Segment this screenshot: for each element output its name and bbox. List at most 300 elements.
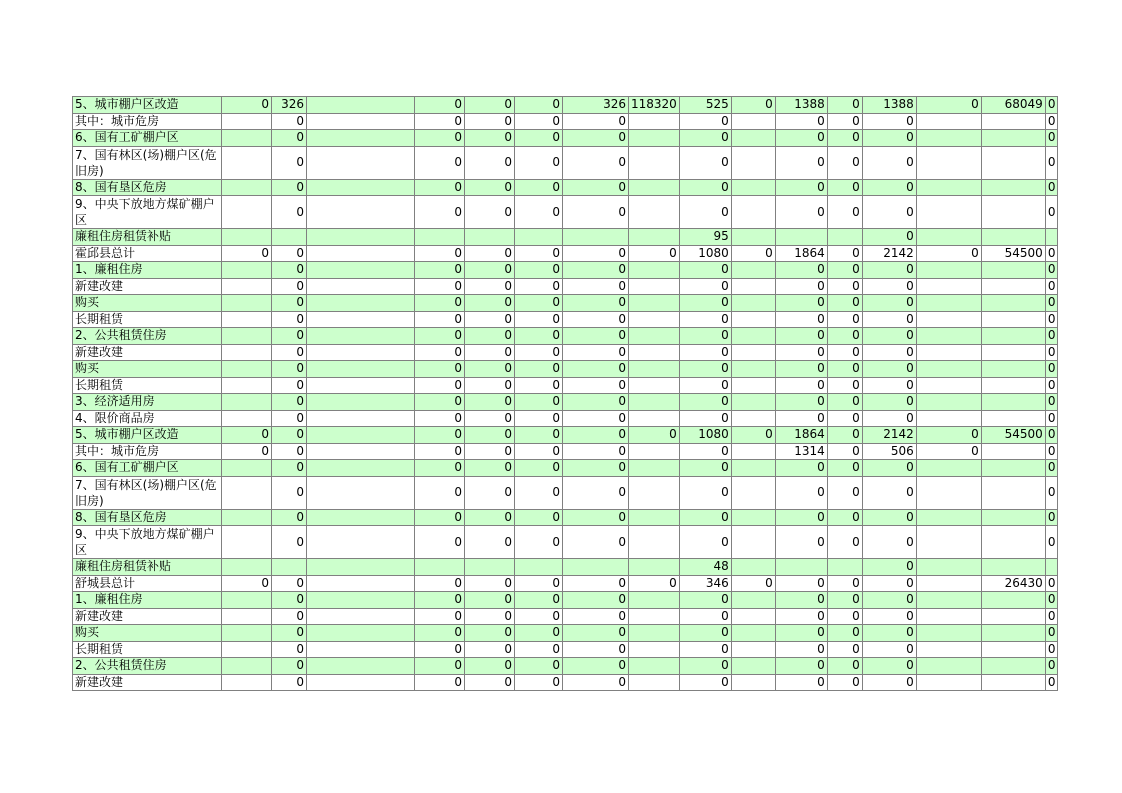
table-cell: 0: [563, 674, 629, 691]
table-cell: [1058, 526, 1063, 559]
table-cell: [981, 229, 1045, 246]
table-cell: [563, 559, 629, 576]
table-cell: 0: [731, 427, 775, 444]
table-cell: [629, 559, 680, 576]
table-row: [73, 179, 1063, 196]
table-cell: [981, 658, 1045, 675]
table-cell: 0: [775, 625, 827, 642]
table-cell: 0: [827, 361, 862, 378]
table-cell: [827, 229, 862, 246]
row-label: 6、国有工矿棚户区: [73, 130, 222, 147]
table-cell: [307, 625, 415, 642]
table-cell: 1864: [775, 245, 827, 262]
table-cell: [731, 361, 775, 378]
table-cell: [981, 344, 1045, 361]
table-cell: 0: [1045, 196, 1058, 229]
table-cell: [981, 410, 1045, 427]
table-cell: 0: [679, 658, 731, 675]
table-cell: [307, 394, 415, 411]
table-cell: 0: [563, 295, 629, 312]
table-cell: [916, 608, 981, 625]
row-label: 5、城市棚户区改造: [73, 97, 222, 114]
table-cell: [629, 608, 680, 625]
table-cell: 0: [827, 377, 862, 394]
table-cell: 0: [1045, 625, 1058, 642]
table-cell: 0: [827, 608, 862, 625]
table-row: [73, 476, 1063, 509]
table-cell: 0: [563, 443, 629, 460]
table-cell: [731, 608, 775, 625]
table-cell: 1314: [775, 443, 827, 460]
table-cell: 0: [1045, 328, 1058, 345]
table-cell: 0: [827, 476, 862, 509]
table-cell: 0: [563, 377, 629, 394]
table-row: [73, 328, 1063, 345]
row-label: 舒城县总计: [73, 575, 222, 592]
table-cell: 0: [1045, 344, 1058, 361]
table-cell: 0: [563, 130, 629, 147]
table-cell: 0: [272, 526, 307, 559]
table-cell: [307, 443, 415, 460]
table-cell: [222, 410, 272, 427]
row-label: 9、中央下放地方煤矿棚户区: [73, 196, 222, 229]
table-cell: 0: [222, 427, 272, 444]
table-cell: 0: [1045, 592, 1058, 609]
table-cell: [629, 146, 680, 179]
table-cell: 0: [827, 262, 862, 279]
table-cell: 0: [415, 311, 465, 328]
table-cell: [731, 278, 775, 295]
table-cell: 0: [415, 509, 465, 526]
row-label: 9、中央下放地方煤矿棚户区: [73, 526, 222, 559]
table-cell: [775, 559, 827, 576]
table-cell: 0: [563, 427, 629, 444]
table-cell: 0: [827, 443, 862, 460]
table-cell: [629, 674, 680, 691]
table-cell: 0: [1045, 295, 1058, 312]
table-cell: [307, 146, 415, 179]
table-cell: 0: [679, 608, 731, 625]
table-cell: [1058, 130, 1063, 147]
table-cell: [222, 509, 272, 526]
table-cell: 0: [775, 575, 827, 592]
table-cell: 0: [827, 146, 862, 179]
row-label: 购买: [73, 361, 222, 378]
table-cell: 0: [415, 179, 465, 196]
table-cell: 0: [465, 641, 515, 658]
table-cell: 0: [515, 674, 563, 691]
table-cell: 0: [827, 658, 862, 675]
table-cell: [465, 229, 515, 246]
table-cell: 0: [515, 245, 563, 262]
table-cell: 0: [563, 113, 629, 130]
table-cell: [222, 674, 272, 691]
table-cell: 0: [862, 509, 916, 526]
table-cell: 0: [415, 476, 465, 509]
table-row: [73, 526, 1063, 559]
table-cell: 0: [775, 509, 827, 526]
table-cell: [629, 394, 680, 411]
table-cell: 0: [1045, 361, 1058, 378]
table-cell: 0: [272, 394, 307, 411]
table-cell: 0: [415, 658, 465, 675]
table-cell: 0: [1045, 641, 1058, 658]
table-cell: [916, 229, 981, 246]
table-cell: 0: [679, 344, 731, 361]
table-cell: 0: [465, 625, 515, 642]
table-cell: 0: [827, 674, 862, 691]
table-cell: [222, 476, 272, 509]
table-cell: [1058, 641, 1063, 658]
table-cell: [981, 394, 1045, 411]
table-cell: 54500: [981, 245, 1045, 262]
row-label: 新建改建: [73, 674, 222, 691]
table-cell: 0: [679, 476, 731, 509]
table-cell: 0: [862, 394, 916, 411]
table-cell: 0: [222, 575, 272, 592]
table-cell: 0: [415, 361, 465, 378]
table-row: [73, 113, 1063, 130]
table-cell: 0: [775, 278, 827, 295]
table-cell: 0: [775, 295, 827, 312]
table-cell: [731, 674, 775, 691]
table-cell: 0: [827, 344, 862, 361]
table-row: [73, 625, 1063, 642]
table-cell: 0: [827, 592, 862, 609]
table-cell: 0: [272, 641, 307, 658]
table-cell: [981, 460, 1045, 477]
table-cell: 0: [827, 509, 862, 526]
table-cell: 0: [1045, 526, 1058, 559]
table-cell: 0: [563, 509, 629, 526]
table-cell: 0: [1045, 394, 1058, 411]
table-cell: [1058, 559, 1063, 576]
table-cell: 0: [1045, 443, 1058, 460]
table-cell: [307, 592, 415, 609]
table-cell: 0: [862, 361, 916, 378]
table-cell: [307, 295, 415, 312]
table-cell: 1388: [862, 97, 916, 114]
table-row: [73, 262, 1063, 279]
table-cell: 0: [862, 592, 916, 609]
table-cell: 0: [679, 377, 731, 394]
table-cell: 0: [563, 245, 629, 262]
table-cell: [916, 278, 981, 295]
table-cell: 0: [679, 509, 731, 526]
table-cell: 0: [415, 575, 465, 592]
table-cell: 0: [1045, 130, 1058, 147]
table-cell: [1058, 608, 1063, 625]
table-cell: 0: [731, 97, 775, 114]
table-cell: [307, 278, 415, 295]
table-cell: [307, 476, 415, 509]
table-cell: [981, 311, 1045, 328]
table-cell: 0: [515, 262, 563, 279]
table-row: [73, 196, 1063, 229]
row-label: 廉租住房租赁补贴: [73, 229, 222, 246]
table-cell: [731, 592, 775, 609]
table-cell: [307, 641, 415, 658]
table-cell: 0: [515, 179, 563, 196]
table-cell: 54500: [981, 427, 1045, 444]
table-cell: [222, 311, 272, 328]
table-cell: 0: [272, 328, 307, 345]
table-cell: 0: [272, 344, 307, 361]
table-cell: [1058, 328, 1063, 345]
table-cell: 0: [775, 608, 827, 625]
table-cell: 0: [515, 575, 563, 592]
table-cell: 0: [415, 394, 465, 411]
table-cell: 0: [465, 509, 515, 526]
table-cell: 0: [775, 113, 827, 130]
table-cell: [629, 410, 680, 427]
table-cell: 0: [827, 641, 862, 658]
table-cell: [916, 674, 981, 691]
table-cell: 0: [563, 592, 629, 609]
table-row: [73, 427, 1063, 444]
table-cell: 1080: [679, 245, 731, 262]
table-cell: [1058, 245, 1063, 262]
table-cell: [731, 146, 775, 179]
table-cell: 0: [415, 196, 465, 229]
table-cell: 0: [563, 394, 629, 411]
table-cell: 0: [272, 625, 307, 642]
table-cell: [515, 559, 563, 576]
row-label: 8、国有垦区危房: [73, 179, 222, 196]
table-row: [73, 674, 1063, 691]
table-cell: [307, 575, 415, 592]
table-cell: 0: [465, 608, 515, 625]
table-cell: [222, 278, 272, 295]
table-cell: 0: [862, 674, 916, 691]
table-cell: [916, 460, 981, 477]
table-cell: [629, 229, 680, 246]
table-cell: [222, 608, 272, 625]
table-cell: 0: [1045, 311, 1058, 328]
table-cell: [731, 311, 775, 328]
table-cell: [222, 625, 272, 642]
table-cell: [222, 361, 272, 378]
row-label: 6、国有工矿棚户区: [73, 460, 222, 477]
table-cell: [731, 526, 775, 559]
table-cell: 0: [465, 179, 515, 196]
table-cell: 0: [272, 608, 307, 625]
table-cell: [307, 377, 415, 394]
table-cell: 0: [272, 146, 307, 179]
table-cell: 0: [775, 311, 827, 328]
table-cell: [981, 295, 1045, 312]
table-cell: [629, 592, 680, 609]
table-cell: [307, 509, 415, 526]
table-cell: 0: [272, 278, 307, 295]
table-cell: 0: [679, 394, 731, 411]
table-cell: [1058, 229, 1063, 246]
table-cell: [916, 526, 981, 559]
table-cell: [981, 641, 1045, 658]
table-cell: [222, 295, 272, 312]
table-cell: 2142: [862, 427, 916, 444]
table-cell: [307, 674, 415, 691]
table-cell: 0: [629, 427, 680, 444]
table-cell: 0: [515, 641, 563, 658]
table-cell: 0: [862, 295, 916, 312]
table-cell: 0: [775, 658, 827, 675]
table-cell: [222, 130, 272, 147]
table-cell: 0: [827, 328, 862, 345]
table-cell: 0: [465, 575, 515, 592]
table-cell: 0: [862, 328, 916, 345]
table-cell: 0: [415, 130, 465, 147]
table-cell: 0: [515, 344, 563, 361]
table-cell: 0: [827, 196, 862, 229]
table-cell: 0: [415, 295, 465, 312]
table-cell: 0: [515, 328, 563, 345]
table-cell: [1058, 394, 1063, 411]
table-cell: [629, 361, 680, 378]
table-cell: [981, 509, 1045, 526]
table-cell: 0: [916, 427, 981, 444]
row-label: 其中：城市危房: [73, 113, 222, 130]
table-cell: 0: [465, 476, 515, 509]
table-cell: [775, 229, 827, 246]
table-cell: 0: [916, 443, 981, 460]
table-cell: 0: [563, 641, 629, 658]
table-cell: 0: [679, 278, 731, 295]
table-cell: 0: [731, 245, 775, 262]
table-cell: 0: [515, 130, 563, 147]
table-cell: [629, 328, 680, 345]
table-cell: 0: [862, 460, 916, 477]
table-cell: 0: [415, 427, 465, 444]
table-cell: 0: [563, 361, 629, 378]
table-cell: 0: [827, 278, 862, 295]
table-cell: [731, 460, 775, 477]
table-row: [73, 97, 1063, 114]
table-cell: 0: [272, 674, 307, 691]
table-cell: [981, 328, 1045, 345]
table-cell: 1388: [775, 97, 827, 114]
table-cell: [629, 625, 680, 642]
table-cell: 0: [515, 625, 563, 642]
table-cell: [629, 377, 680, 394]
table-cell: 0: [679, 526, 731, 559]
table-cell: 0: [827, 526, 862, 559]
table-row: [73, 460, 1063, 477]
table-cell: 0: [415, 146, 465, 179]
table-row: [73, 361, 1063, 378]
table-cell: 0: [862, 130, 916, 147]
table-cell: 0: [415, 262, 465, 279]
table-cell: 0: [775, 377, 827, 394]
table-cell: [307, 328, 415, 345]
table-cell: 0: [415, 592, 465, 609]
table-cell: 0: [1045, 146, 1058, 179]
table-cell: [981, 361, 1045, 378]
table-cell: 0: [679, 410, 731, 427]
row-label: 长期租赁: [73, 641, 222, 658]
table-cell: [731, 377, 775, 394]
table-cell: [629, 311, 680, 328]
table-cell: 0: [827, 295, 862, 312]
table-cell: [981, 146, 1045, 179]
table-cell: 0: [775, 641, 827, 658]
table-cell: 0: [862, 377, 916, 394]
table-cell: [629, 196, 680, 229]
table-cell: 0: [465, 674, 515, 691]
table-cell: 0: [827, 575, 862, 592]
table-cell: 0: [415, 410, 465, 427]
table-cell: 48: [679, 559, 731, 576]
table-cell: [916, 344, 981, 361]
table-cell: 0: [465, 278, 515, 295]
table-cell: [629, 443, 680, 460]
table-cell: [629, 460, 680, 477]
table-cell: 0: [515, 295, 563, 312]
table-cell: [731, 130, 775, 147]
table-cell: [222, 328, 272, 345]
table-cell: 0: [515, 427, 563, 444]
table-cell: [307, 559, 415, 576]
table-cell: [629, 295, 680, 312]
table-cell: 0: [775, 674, 827, 691]
table-cell: 0: [272, 245, 307, 262]
row-label: 新建改建: [73, 278, 222, 295]
table-cell: [916, 509, 981, 526]
table-cell: [307, 526, 415, 559]
table-cell: 0: [1045, 575, 1058, 592]
table-cell: [1058, 113, 1063, 130]
table-row: [73, 575, 1063, 592]
table-cell: 0: [827, 113, 862, 130]
table-cell: 0: [775, 179, 827, 196]
table-cell: 118320: [629, 97, 680, 114]
table-cell: 0: [272, 196, 307, 229]
table-cell: 0: [827, 625, 862, 642]
table-cell: [307, 344, 415, 361]
table-cell: 0: [515, 113, 563, 130]
table-cell: [981, 196, 1045, 229]
table-cell: [731, 262, 775, 279]
table-cell: 0: [827, 394, 862, 411]
row-label: 新建改建: [73, 608, 222, 625]
table-cell: 0: [272, 130, 307, 147]
table-cell: [1058, 179, 1063, 196]
table-cell: [731, 113, 775, 130]
table-cell: [307, 97, 415, 114]
table-cell: 95: [679, 229, 731, 246]
table-cell: 0: [862, 146, 916, 179]
table-cell: 0: [862, 278, 916, 295]
table-cell: 0: [465, 262, 515, 279]
table-cell: [731, 344, 775, 361]
table-cell: [916, 625, 981, 642]
table-cell: [1058, 625, 1063, 642]
table-cell: [916, 410, 981, 427]
table-cell: 0: [515, 526, 563, 559]
table-cell: [1058, 658, 1063, 675]
table-cell: 0: [1045, 476, 1058, 509]
table-cell: [981, 608, 1045, 625]
table-cell: 0: [272, 113, 307, 130]
table-cell: [981, 113, 1045, 130]
table-cell: [916, 559, 981, 576]
table-cell: [1058, 278, 1063, 295]
table-cell: 0: [827, 97, 862, 114]
table-cell: 0: [862, 262, 916, 279]
table-cell: 0: [679, 443, 731, 460]
table-cell: 0: [415, 460, 465, 477]
table-cell: [827, 559, 862, 576]
